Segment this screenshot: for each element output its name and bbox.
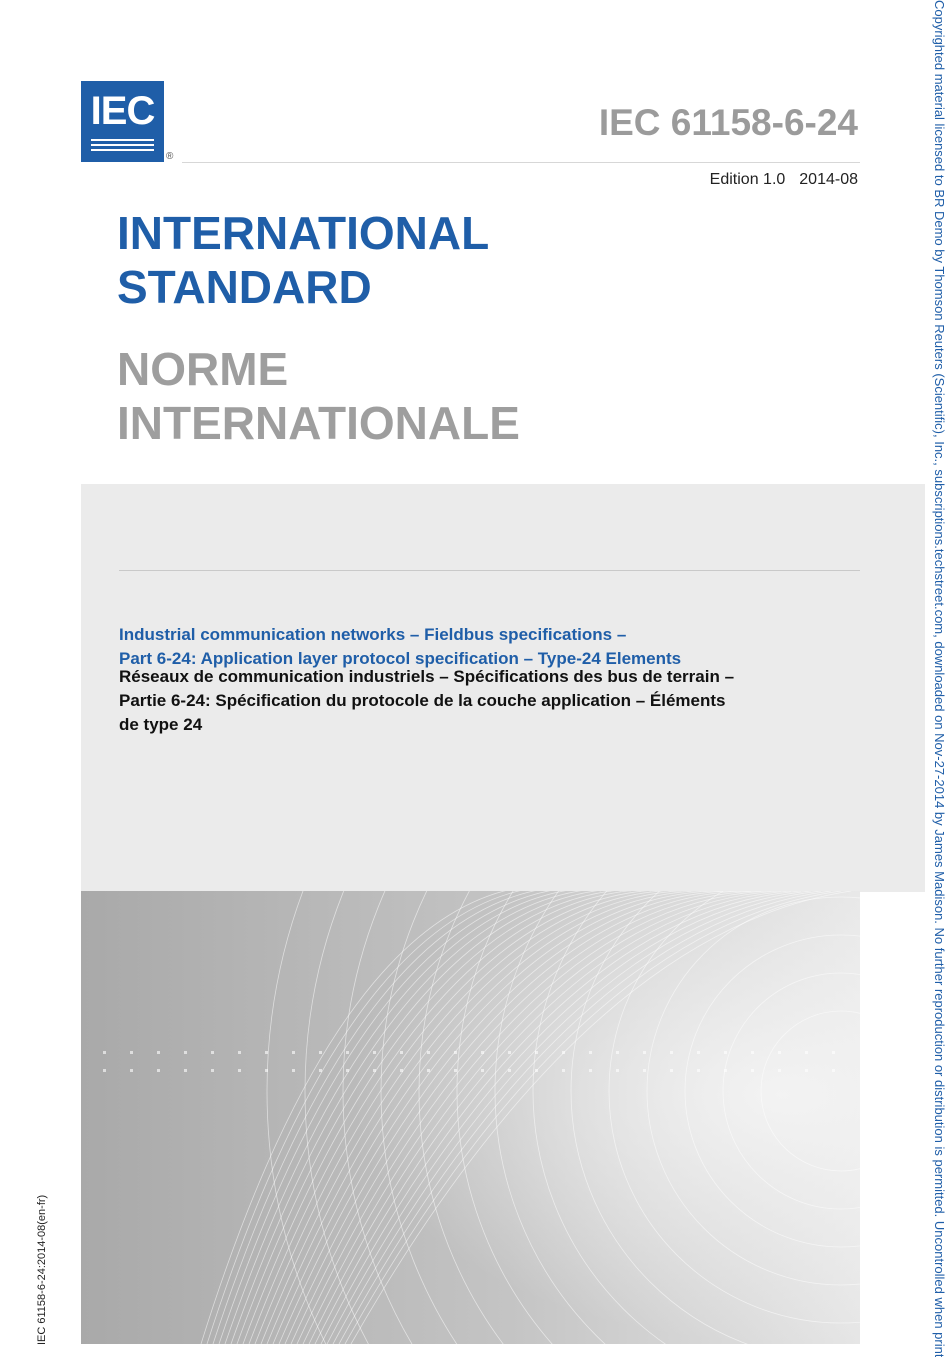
iec-logo-text: IEC	[90, 89, 155, 133]
art-dot	[805, 1069, 808, 1072]
subtitle-french-line-3: de type 24	[119, 715, 203, 734]
art-dot	[724, 1051, 727, 1054]
art-dot	[211, 1051, 214, 1054]
edition-date: 2014-08	[799, 171, 858, 188]
art-dot	[805, 1051, 808, 1054]
edition-info	[710, 171, 858, 189]
art-dot	[778, 1051, 781, 1054]
art-dot	[562, 1069, 565, 1072]
art-dot	[481, 1051, 484, 1054]
art-dot	[697, 1069, 700, 1072]
iec-logo	[81, 81, 164, 162]
registered-mark: ®	[166, 151, 174, 162]
art-dot	[616, 1051, 619, 1054]
art-dot	[454, 1051, 457, 1054]
document-number: IEC 61158-6-24	[598, 102, 858, 143]
art-dot	[832, 1051, 835, 1054]
decorative-cover-art	[81, 891, 860, 1344]
art-dot	[103, 1051, 106, 1054]
art-dot	[373, 1069, 376, 1072]
subtitle-english-line-1: Industrial communication networks – Fieldbus specifications –	[119, 625, 627, 644]
art-dot	[427, 1069, 430, 1072]
art-dot	[238, 1051, 241, 1054]
art-dot	[751, 1069, 754, 1072]
art-dot	[157, 1051, 160, 1054]
art-dot	[589, 1051, 592, 1054]
iec-logo-lines	[91, 139, 154, 154]
art-dot	[184, 1069, 187, 1072]
subtitle-english	[119, 623, 681, 671]
title-french-line-1: NORME	[117, 343, 289, 395]
art-dot	[589, 1069, 592, 1072]
art-dot	[724, 1069, 727, 1072]
art-dot	[184, 1051, 187, 1054]
art-dot	[454, 1069, 457, 1072]
art-dot	[535, 1069, 538, 1072]
art-dot	[130, 1069, 133, 1072]
title-english	[117, 206, 489, 314]
art-dot	[643, 1051, 646, 1054]
copyright-notice: Copyrighted material licensed to BR Demo by Thomson Reuters (Scientific), Inc., subscriptions.techstreet.com, downloaded on Nov-27-2014 by James Madison. No further reproduction or distribution is permitted. Uncontrolled when print	[932, 0, 947, 1357]
art-dot	[481, 1069, 484, 1072]
art-dot	[292, 1051, 295, 1054]
art-dot	[751, 1051, 754, 1054]
art-dot	[697, 1051, 700, 1054]
art-dot	[670, 1069, 673, 1072]
art-dot	[535, 1051, 538, 1054]
art-dot	[130, 1051, 133, 1054]
panel-rule	[119, 570, 860, 571]
title-english-line-1: INTERNATIONAL	[117, 207, 490, 259]
art-dot	[616, 1069, 619, 1072]
art-dot	[670, 1051, 673, 1054]
subtitle-french-line-1: Réseaux de communication industriels – Spécifications des bus de terrain –	[119, 667, 735, 686]
title-french	[117, 342, 520, 450]
art-dot	[103, 1069, 106, 1072]
art-dot	[508, 1051, 511, 1054]
art-dot	[346, 1051, 349, 1054]
art-dot	[778, 1069, 781, 1072]
art-dot	[319, 1069, 322, 1072]
edition-label: Edition 1.0	[709, 171, 786, 188]
art-dot	[319, 1051, 322, 1054]
art-dot	[238, 1069, 241, 1072]
art-dot	[400, 1069, 403, 1072]
art-dot	[562, 1051, 565, 1054]
header-rule	[182, 162, 860, 163]
side-reference: IEC 61158-6-24:2014-08(en-fr)	[36, 1194, 48, 1345]
art-dot	[832, 1069, 835, 1072]
art-dot	[373, 1051, 376, 1054]
title-english-line-2: STANDARD	[117, 261, 372, 313]
title-french-line-2: INTERNATIONALE	[117, 397, 520, 449]
art-dot	[643, 1069, 646, 1072]
art-dot	[265, 1051, 268, 1054]
art-dot	[265, 1069, 268, 1072]
art-dot	[508, 1069, 511, 1072]
subtitle-english-line-2: Part 6-24: Application layer protocol specification – Type-24 Elements	[119, 649, 682, 668]
art-dot	[211, 1069, 214, 1072]
art-dot	[346, 1069, 349, 1072]
art-dot	[400, 1051, 403, 1054]
art-dot	[292, 1069, 295, 1072]
subtitle-french-line-2: Partie 6-24: Spécification du protocole de la couche application – Éléments	[119, 691, 726, 710]
art-dot	[427, 1051, 430, 1054]
art-dot	[157, 1069, 160, 1072]
subtitle-french	[119, 665, 839, 737]
